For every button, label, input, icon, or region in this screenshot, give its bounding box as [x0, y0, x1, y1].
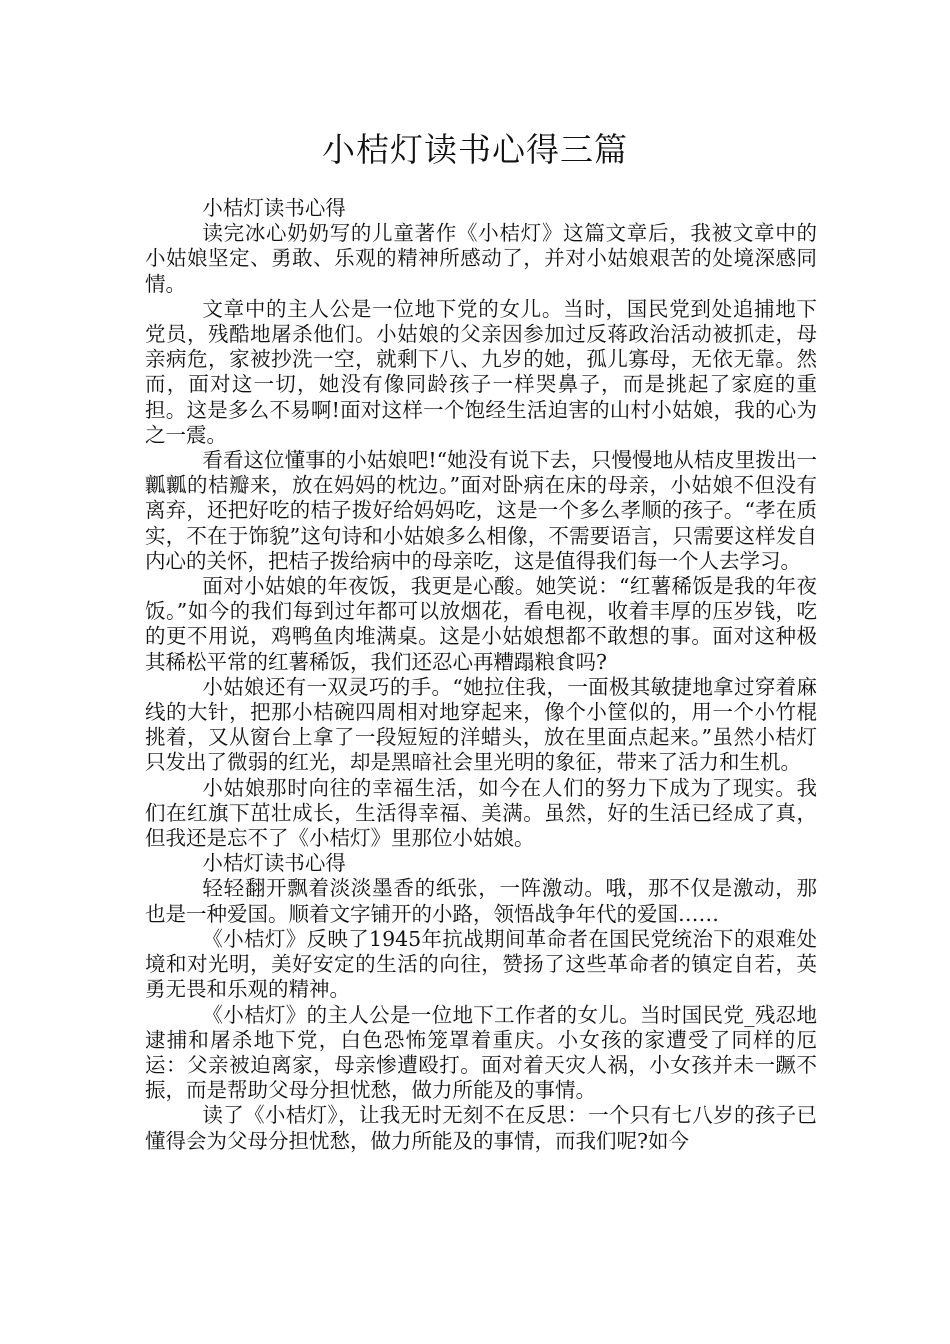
section-heading: 小桔灯读书心得: [202, 196, 346, 220]
paragraph: 读完冰心奶奶写的儿童著作《小桔灯》这篇文章后，我被文章中的小姑娘坚定、勇敢、乐观的精神所感动了，并对小姑娘艰苦的处境深感同情。: [145, 221, 817, 296]
paragraph: 《小桔灯》反映了1945年抗战期间革命者在国民党统治下的艰难处境和对光明，美好安定的生活的向往，赞扬了这些革命者的镇定自若，英勇无畏和乐观的精神。: [145, 926, 817, 1002]
paragraph: 面对小姑娘的年夜饭，我更是心酸。她笑说：“红薯稀饭是我的年夜饭。”如今的我们每到过年都可以放烟花，看电视，收着丰厚的压岁钱，吃的更不用说，鸡鸭鱼肉堆满桌。这是小姑娘想都不敢想的事。面对这种极其稀松平常的红薯稀饭，我们还忍心再糟蹋粮食吗?: [145, 574, 817, 674]
paragraph: 轻轻翻开飘着淡淡墨香的纸张，一阵激动。哦，那不仅是激动，那也是一种爱国。顺着文字铺开的小路，领悟战争年代的爱国……: [145, 876, 817, 926]
document-body: [145, 196, 817, 1154]
paragraph: 小姑娘那时向往的幸福生活，如今在人们的努力下成为了现实。我们在红旗下茁壮成长，生活得幸福、美满。虽然，好的生活已经成了真，但我还是忘不了《小桔灯》里那位小姑娘。: [145, 775, 817, 851]
paragraph: 看看这位懂事的小姑娘吧!“她没有说下去，只慢慢地从桔皮里拨出一瓤瓤的桔瓣来，放在妈妈的枕边。”面对卧病在床的母亲，小姑娘不但没有离弃，还把好吃的桔子拨好给妈妈吃，这是一个多么孝顺的孩子。“孝在质实，不在于饰貌”这句诗和小姑娘多么相像，不需要语言，只需要这样发自内心的关怀，把桔子拨给病中的母亲吃，这是值得我们每一个人去学习。: [145, 448, 817, 573]
paragraph: 文章中的主人公是一位地下党的女儿。当时，国民党到处追捕地下党员，残酷地屠杀他们。小姑娘的父亲因参加过反蒋政治活动被抓走，母亲病危，家被抄洗一空，就剩下八、九岁的她，孤儿寡母，无依无靠。然而，面对这一切，她没有像同龄孩子一样哭鼻子，而是挑起了家庭的重担。这是多么不易啊!面对这样一个饱经生活迫害的山村小姑娘，我的心为之一震。: [145, 296, 817, 447]
page-title: 小桔灯读书心得三篇: [322, 130, 628, 169]
paragraph: 小姑娘还有一双灵巧的手。“她拉住我，一面极其敏捷地拿过穿着麻线的大针，把那小桔碗四周相对地穿起来，像个小筐似的，用一个小竹棍挑着，又从窗台上拿了一段短短的洋蜡头，放在里面点起来。”虽然小桔灯只发出了微弱的红光，却是黑暗社会里光明的象征，带来了活力和生机。: [145, 674, 817, 775]
section-heading: 小桔灯读书心得: [202, 851, 346, 876]
paragraph: 《小桔灯》的主人公是一位地下工作者的女儿。当时国民党_残忍地逮捕和屠杀地下党，白色恐怖笼罩着重庆。小女孩的家遭受了同样的厄运：父亲被迫离家，母亲惨遭殴打。面对着天灾人祸，小女孩并未一蹶不振，而是帮助父母分担忧愁，做力所能及的事情。: [145, 1002, 817, 1103]
paragraph: 读了《小桔灯》，让我无时无刻不在反思：一个只有七八岁的孩子已懂得会为父母分担忧愁，做力所能及的事情，而我们呢?如今: [145, 1103, 817, 1153]
